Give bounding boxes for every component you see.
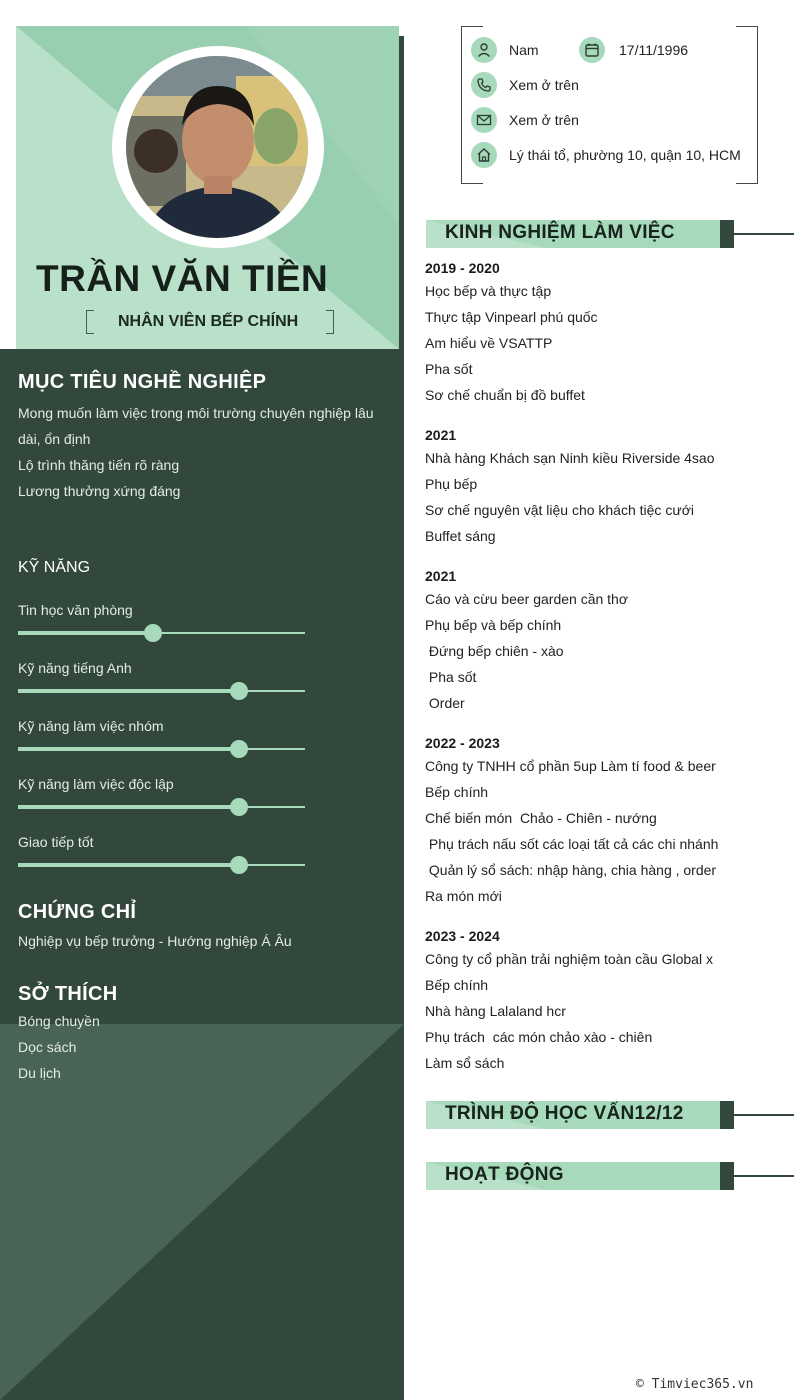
activities-heading-bar (426, 1162, 734, 1190)
experience-line: Phụ trách các món chảo xào - chiên (425, 1029, 653, 1045)
objective-line: dài, ổn định (18, 431, 91, 447)
contact-birthday (579, 37, 688, 63)
experience-line: Quản lý sổ sách: nhập hàng, chia hàng , order (425, 862, 717, 878)
certificates-heading: CHỨNG CHỈ (18, 901, 137, 923)
skill-item (18, 834, 308, 850)
objective-section (18, 371, 393, 504)
contact-box (461, 26, 758, 184)
experience-entry (425, 425, 755, 549)
skill-track (18, 864, 305, 866)
certificates-section (18, 901, 292, 954)
experience-entry (425, 258, 755, 408)
sidebar (0, 349, 404, 1400)
skill-fill (18, 631, 153, 635)
title-bracket-left (86, 310, 94, 334)
objective-line: Mong muốn làm việc trong môi trường chuyên nghiệp lâu (18, 405, 374, 421)
skill-track (18, 632, 305, 634)
avatar-frame (112, 46, 324, 248)
home-icon (471, 142, 497, 168)
experience-heading-bar (426, 220, 734, 248)
experience-line: Order (425, 695, 465, 711)
experience-line: Làm sổ sách (425, 1055, 505, 1071)
activities-heading: HOẠT ĐỘNG (445, 1164, 564, 1185)
heading-rule (734, 1114, 794, 1116)
skill-fill (18, 863, 239, 867)
phone-value: Xem ở trên (509, 77, 579, 93)
experience-line: Nhà hàng Khách sạn Ninh kiều Riverside 4sao (425, 450, 715, 466)
skills-heading: KỸ NĂNG (18, 559, 91, 576)
hobby-item: Dọc sách (18, 1039, 77, 1055)
heading-cap (720, 220, 734, 248)
skill-knob (230, 798, 248, 816)
envelope-icon (471, 107, 497, 133)
experience-line: Công ty cổ phần trải nghiệm toàn cầu Global x (425, 951, 713, 967)
contact-gender (471, 37, 539, 63)
hobby-item: Du lịch (18, 1065, 61, 1081)
experience-line: Bếp chính (425, 977, 489, 993)
education-heading: TRÌNH ĐỘ HỌC VẤN12/12 (445, 1103, 684, 1124)
heading-rule (734, 233, 794, 235)
experience-line: Phụ bếp và bếp chính (425, 617, 562, 633)
experience-line: Công ty TNHH cổ phần 5up Làm tí food & beer (425, 758, 716, 774)
experience-line: Pha sốt (425, 669, 477, 685)
experience-line: Buffet sáng (425, 528, 496, 544)
hobby-item: Bóng chuyền (18, 1013, 100, 1029)
skill-knob (230, 740, 248, 758)
phone-icon (471, 72, 497, 98)
avatar (126, 56, 308, 238)
experience-entry (425, 926, 755, 1076)
header-shadow (399, 36, 404, 349)
experience-entry (425, 733, 755, 909)
skill-name: Kỹ năng làm việc độc lập (18, 776, 174, 792)
skill-knob (144, 624, 162, 642)
candidate-name: TRẦN VĂN TIỀN (36, 258, 329, 299)
footer-watermark: © Timviec365.vn (636, 1377, 754, 1392)
profile-header (16, 26, 399, 349)
experience-line: Đứng bếp chiên - xào (425, 643, 564, 659)
hobbies-list (18, 1008, 117, 1086)
objective-line: Lương thưởng xứng đáng (18, 483, 181, 499)
skill-fill (18, 747, 239, 751)
hobbies-heading: SỞ THÍCH (18, 983, 118, 1005)
skill-track (18, 748, 305, 750)
skill-item (18, 718, 308, 734)
heading-cap (720, 1162, 734, 1190)
title-bracket-right (326, 310, 334, 334)
gender-value: Nam (509, 42, 539, 58)
experience-entry (425, 566, 755, 716)
skill-name: Tin học văn phòng (18, 602, 133, 618)
experience-line: Học bếp và thực tập (425, 283, 552, 299)
experience-line: Sơ chế chuẩn bị đồ buffet (425, 387, 585, 403)
hobbies-section (18, 983, 117, 1086)
contact-address (471, 142, 741, 168)
experience-line: Bếp chính (425, 784, 489, 800)
skill-knob (230, 856, 248, 874)
experience-line: Phụ bếp (425, 476, 478, 492)
contact-email (471, 107, 579, 133)
sidebar-decor (0, 349, 404, 1400)
birthday-value: 17/11/1996 (619, 42, 689, 58)
user-icon (471, 37, 497, 63)
objective-text (18, 400, 393, 504)
experience-period: 2019 - 2020 (425, 260, 500, 276)
skill-name: Giao tiếp tốt (18, 834, 94, 850)
skill-track (18, 806, 305, 808)
contact-phone (471, 72, 579, 98)
certificate-line: Nghiệp vụ bếp trưởng - Hướng nghiệp Á Âu (18, 933, 292, 949)
objective-heading: MỤC TIÊU NGHỀ NGHIỆP (18, 371, 267, 393)
skill-name: Kỹ năng làm việc nhóm (18, 718, 164, 734)
experience-line: Sơ chế nguyên vật liệu cho khách tiệc cưới (425, 502, 694, 518)
skill-item (18, 602, 308, 618)
experience-period: 2022 - 2023 (425, 735, 500, 751)
experience-heading: KINH NGHIỆM LÀM VIỆC (445, 222, 675, 243)
skill-fill (18, 689, 239, 693)
calendar-icon (579, 37, 605, 63)
experience-line: Ra món mới (425, 888, 502, 904)
experience-line: Nhà hàng Lalaland hcr (425, 1003, 566, 1019)
experience-line: Pha sốt (425, 361, 473, 377)
skill-knob (230, 682, 248, 700)
experience-line: Am hiểu về VSATTP (425, 335, 553, 351)
experience-line: Cáo và cừu beer garden cần thơ (425, 591, 629, 607)
education-heading-bar (426, 1101, 734, 1129)
avatar-photo (126, 56, 308, 238)
experience-line: Phụ trách nấu sốt các loại tất cả các chi nhánh (425, 836, 719, 852)
skill-item (18, 660, 308, 676)
email-value: Xem ở trên (509, 112, 579, 128)
skill-item (18, 776, 308, 792)
heading-cap (720, 1101, 734, 1129)
address-value: Lý thái tổ, phường 10, quận 10, HCM (509, 147, 741, 163)
skill-fill (18, 805, 239, 809)
experience-period: 2021 (425, 568, 457, 584)
experience-line: Thực tập Vinpearl phú quốc (425, 309, 598, 325)
experience-period: 2021 (425, 427, 457, 443)
skill-track (18, 690, 305, 692)
experience-period: 2023 - 2024 (425, 928, 500, 944)
heading-rule (734, 1175, 794, 1177)
experience-line: Chế biến món Chảo - Chiên - nướng (425, 810, 657, 826)
objective-line: Lộ trình thăng tiến rõ ràng (18, 457, 180, 473)
job-title: NHÂN VIÊN BẾP CHÍNH (118, 313, 299, 330)
skill-name: Kỹ năng tiếng Anh (18, 660, 132, 676)
